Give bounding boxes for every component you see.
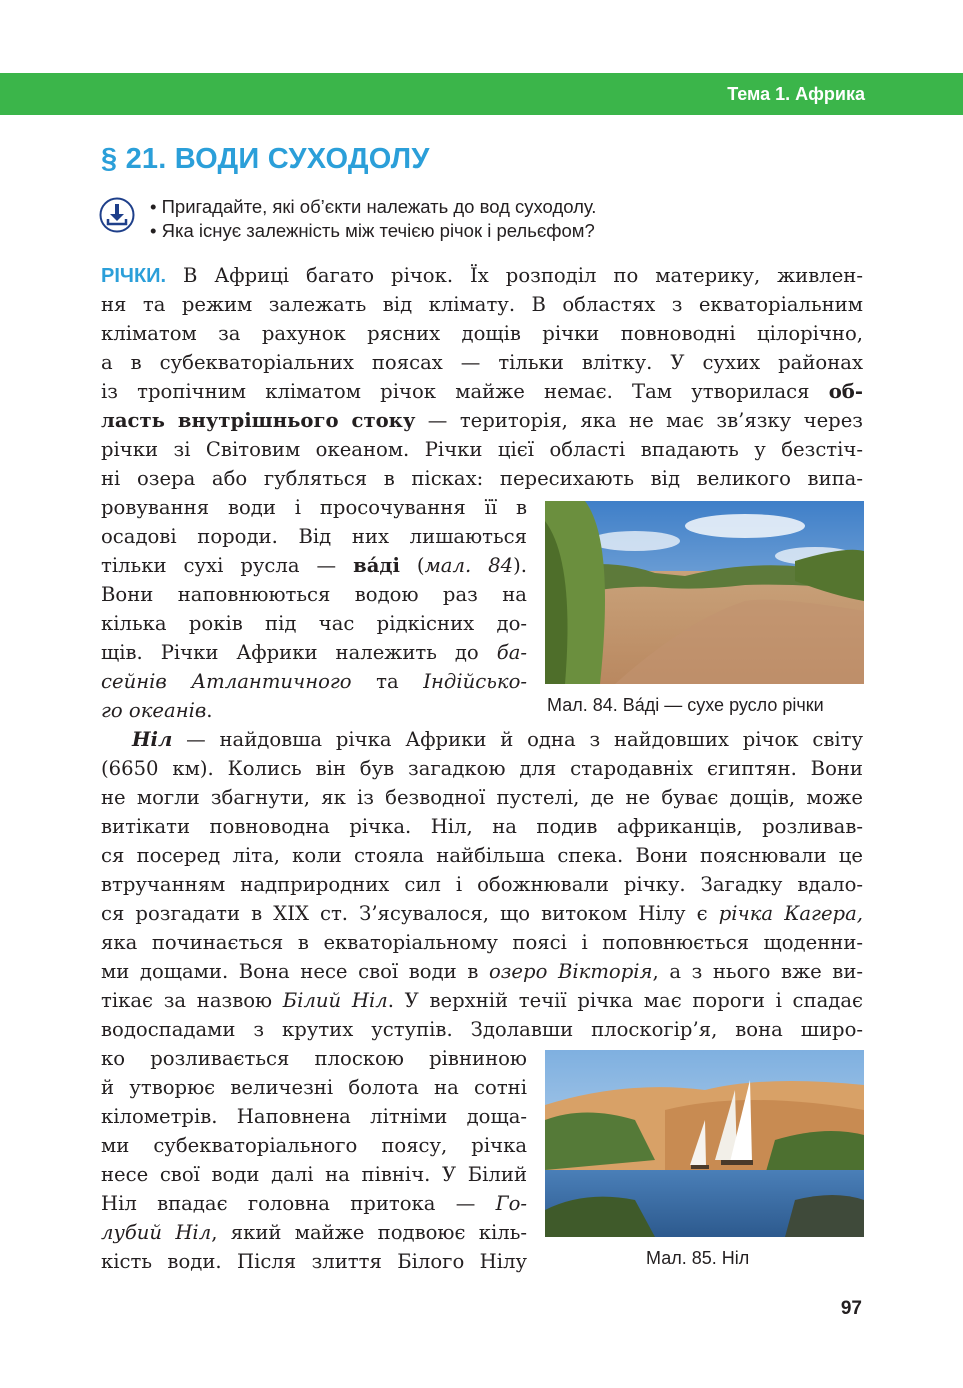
text-span: щів. Річки Африки належить до	[101, 641, 497, 664]
text-line	[101, 638, 527, 667]
text-line: кліматом за рахунок рясних дощів річки повноводні цілорічно,	[101, 322, 863, 345]
topic-header-bar	[0, 73, 963, 115]
text-line: ся посеред літа, коли стояла найбільша спека. Вони пояснювали це	[101, 844, 863, 867]
text-line	[101, 406, 863, 435]
text-line: ровування води і просочування її в	[101, 496, 527, 519]
text-line: не могли збагнути, як із безводної пустелі, де не буває дощів, може	[101, 786, 863, 809]
question-item: • Пригадайте, які об’єкти належать до вод суходолу.	[150, 196, 597, 217]
nile-photo	[545, 1050, 864, 1237]
text-line: втручанням надприродних сил і обожнювали річку. Загадку вдало-	[101, 873, 863, 896]
wadi-photo	[545, 501, 864, 684]
text-line: яка починається в екваторіальному поясі і поповнюється щоденни-	[101, 931, 863, 954]
text-line	[101, 1218, 527, 1247]
text-line	[101, 261, 863, 290]
term-italic: озеро Вікторія	[488, 960, 653, 983]
section-title: § 21. ВОДИ СУХОДОЛУ	[101, 143, 430, 175]
question-item: • Яка існує залежність між течією річок і рельєфом?	[150, 220, 595, 241]
text-line: ми субекваторіального поясу, річка	[101, 1134, 527, 1157]
term-italic: ба-	[496, 641, 527, 664]
term-italic: го океанів	[101, 699, 207, 722]
text-line	[101, 667, 527, 696]
term-bold: ласть внутрішнього стоку	[101, 409, 416, 432]
text-line: кілька років під час рідкісних до-	[101, 612, 527, 635]
text-span: (	[399, 554, 425, 577]
term-italic: Го-	[495, 1192, 527, 1215]
text-span: тікає за назвою	[101, 989, 283, 1012]
text-span: ся розгадати в XIX ст. З’ясувалося, що витоком Нілу є	[101, 902, 719, 925]
text-line	[101, 1189, 527, 1218]
text-span: .	[206, 699, 213, 722]
figure-reference: мал. 84	[424, 554, 514, 577]
recall-questions	[150, 195, 596, 243]
text-line: (6650 км). Колись він був загадкою для стародавніх єгиптян. Вони	[101, 757, 863, 780]
text-line	[101, 957, 863, 986]
text-span: , який майже подвоює кіль-	[211, 1221, 527, 1244]
text-line	[101, 986, 863, 1015]
term-italic: лубий Ніл	[101, 1221, 212, 1244]
term-italic: Білий Ніл	[282, 989, 388, 1012]
text-line: а в субекваторіальних поясах — тільки влітку. У сухих районах	[101, 351, 863, 374]
term-bold: об-	[828, 380, 863, 403]
text-line: ко розливається плоскою рівниною	[101, 1047, 527, 1070]
text-span: Ніл впадає головна притока —	[101, 1192, 496, 1215]
text-line: кілометрів. Наповнена літніми доща-	[101, 1105, 527, 1128]
text-line: річки зі Світовим океаном. Річки цієї області впадають у безстіч-	[101, 438, 863, 461]
term-italic: Індійсько-	[423, 670, 527, 693]
text-line	[101, 899, 863, 928]
text-span: — територія, яка не має зв’язку через	[415, 409, 863, 432]
text-line: витікати повноводна річка. Ніл, на подив африканців, розливав-	[101, 815, 863, 838]
text-span: , а з нього вже ви-	[652, 960, 864, 983]
text-line: й утворює величезні болота на сотні	[101, 1076, 527, 1099]
text-line: несе свої води далі на північ. У Білий	[101, 1163, 527, 1186]
text-span: тільки сухі русла —	[101, 554, 354, 577]
figure-85-caption: Мал. 85. Ніл	[646, 1248, 750, 1268]
text-line	[101, 725, 863, 754]
text-span: ми дощами. Вона несе свої води в	[101, 960, 489, 983]
text-line: ня та режим залежать від клімату. В областях з екваторіальним	[101, 293, 863, 316]
topic-label: Тема 1. Африка	[727, 84, 865, 104]
text-span: ).	[513, 554, 527, 577]
text-line	[101, 696, 527, 725]
text-span: із тропічним кліматом річок майже немає. Там утворилася	[101, 380, 829, 403]
download-icon	[99, 197, 135, 233]
term-bold: ва́ді	[353, 554, 400, 577]
term-bold-italic: Ніл	[132, 728, 173, 751]
term-italic: річка Кагера,	[718, 902, 864, 925]
figure-84-caption: Мал. 84. Ва́ді — сухе русло річки	[547, 695, 824, 715]
text-line: кість води. Після злиття Білого Нілу	[101, 1250, 527, 1273]
text-line: осадові породи. Від них лишаються	[101, 525, 527, 548]
page-number: 97	[840, 1298, 862, 1319]
text-line: ні озера або губляться в пісках: пересихають від великого випа-	[101, 467, 863, 490]
text-line	[101, 377, 863, 406]
text-span: В Африці багато річок. Їх розподіл по материку, живлен-	[166, 264, 863, 287]
text-line	[101, 551, 527, 580]
section-heading-rivers: РІЧКИ.	[101, 265, 167, 287]
text-line: Вони наповнюються водою раз на	[101, 583, 527, 606]
text-span: . У верхній течії річка має пороги і спадає	[387, 989, 863, 1012]
term-italic: сейнів Атлантичного	[101, 670, 352, 693]
text-span: — найдовша річка Африки й одна з найдовших річок світу	[172, 728, 863, 751]
text-line: водоспадами з крутих уступів. Здолавши плоскогір’я, вона широ-	[101, 1018, 863, 1041]
text-span: та	[351, 670, 424, 693]
